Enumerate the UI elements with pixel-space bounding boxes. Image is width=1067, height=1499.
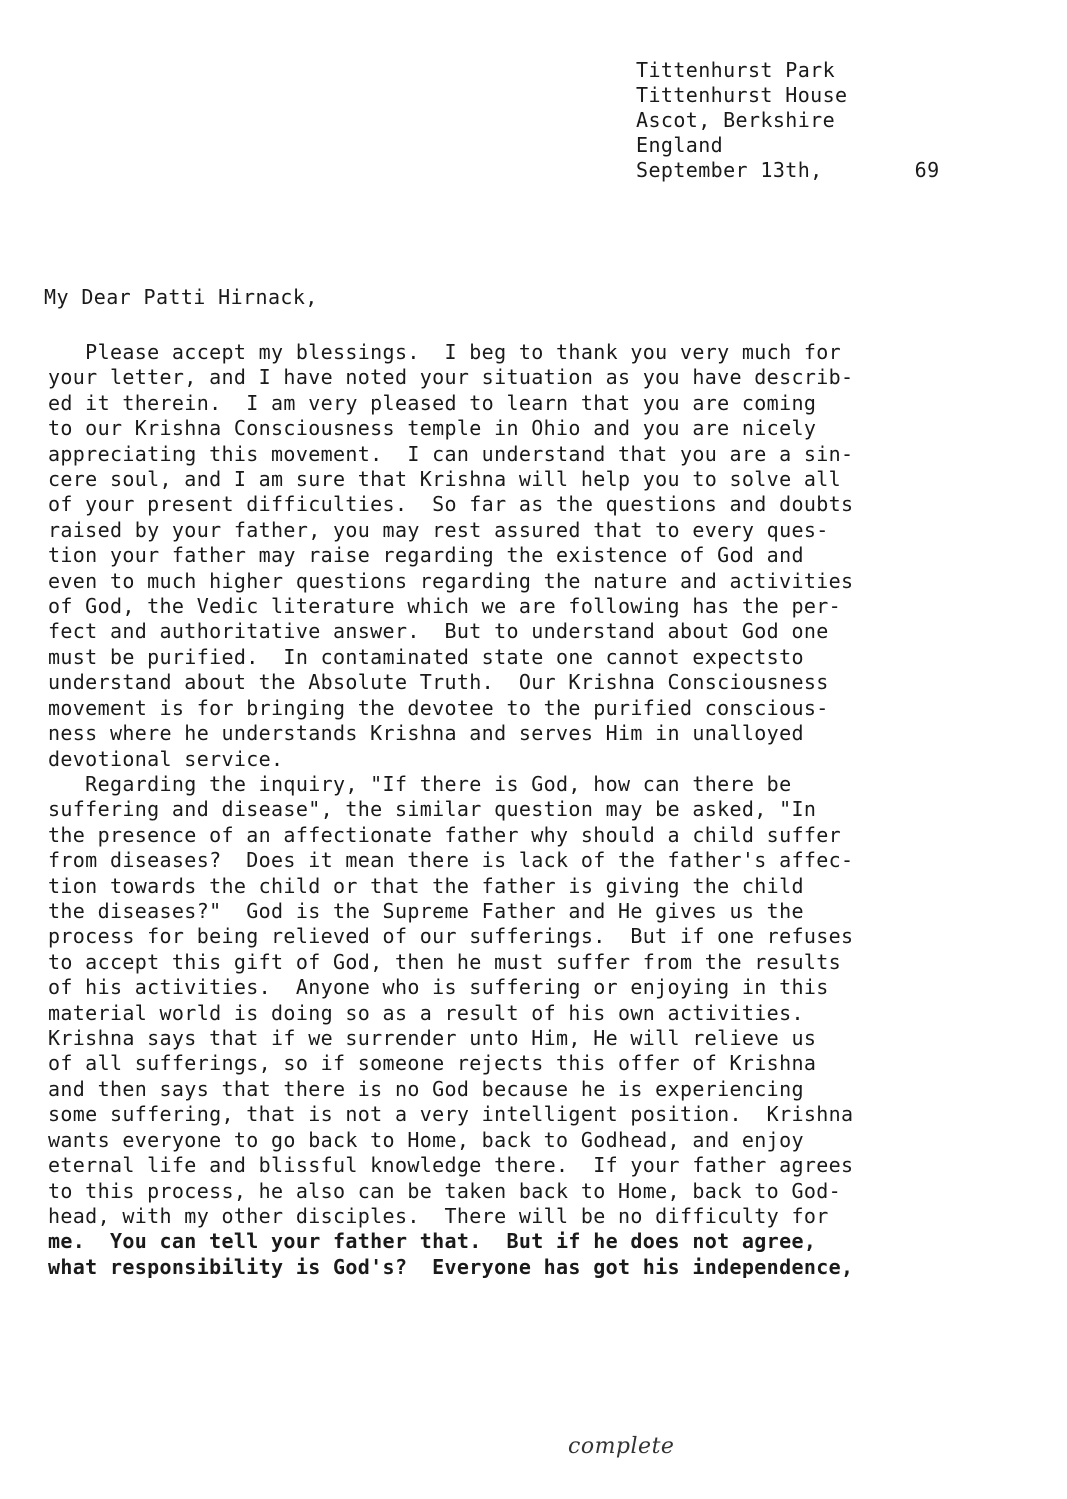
text-line: eternal life and blissful knowledge there. If your father agrees — [48, 1153, 854, 1178]
address-line-2: Tittenhurst House — [636, 83, 848, 107]
text-line: movement is for bringing the devotee to the purified conscious- — [48, 695, 829, 720]
text-line: of his activities. Anyone who is suffering or enjoying in this — [48, 975, 829, 1000]
text-line: tion your father may raise regarding the existence of God and — [48, 543, 804, 568]
text-line: ed it therein. I am very pleased to learn that you are coming — [48, 390, 817, 415]
text-line: appreciating this movement. I can understand that you are a sin- — [48, 441, 854, 466]
text-line: and then says that there is no God because he is experiencing — [48, 1076, 804, 1101]
text-line: tion towards the child or that the father is giving the child — [48, 873, 804, 898]
text-line: your letter, and I have noted your situation as you have describ- — [48, 365, 854, 390]
text-line: must be purified. In contaminated state one cannot expectsto — [48, 644, 804, 669]
paragraph-2 — [48, 772, 1048, 1280]
text-line: Please accept my blessings. I beg to thank you very much for — [48, 340, 842, 364]
text-line: devotional service. — [48, 746, 284, 771]
text-line: head, with my other disciples. There will be no difficulty for — [48, 1203, 829, 1228]
text-line: process for being relieved of our sufferings. But if one refuses — [48, 924, 854, 949]
text-line: ness where he understands Krishna and serves Him in unalloyed — [48, 721, 804, 746]
salutation: My Dear Patti Hirnack, — [44, 285, 318, 309]
text-line: suffering and disease", the similar question may be asked, "In — [48, 797, 817, 822]
text-line: of all sufferings, so if someone rejects this offer of Krishna — [48, 1051, 817, 1076]
text-line: even to much higher questions regarding the nature and activities — [48, 568, 854, 593]
text-line: of your present difficulties. So far as the questions and doubts — [48, 492, 854, 517]
handwritten-note: complete — [568, 1434, 675, 1459]
date-year: 69 — [914, 158, 940, 182]
text-line: of God, the Vedic literature which we are following has the per- — [48, 594, 842, 619]
address-line-3: Ascot, Berkshire — [636, 108, 836, 132]
address-line-1: Tittenhurst Park — [636, 58, 836, 82]
text-line: the diseases?" God is the Supreme Father and He gives us the — [48, 899, 804, 924]
text-line: to this process, he also can be taken back to Home, back to God- — [48, 1178, 842, 1203]
text-line: some suffering, that is not a very intelligent position. Krishna — [48, 1102, 854, 1127]
text-line: to our Krishna Consciousness temple in Ohio and you are nicely — [48, 416, 817, 441]
text-line: Krishna says that if we surrender unto Him, He will relieve us — [48, 1026, 817, 1051]
text-line: fect and authoritative answer. But to understand about God one — [48, 619, 829, 644]
letter-date — [636, 158, 1036, 183]
text-line: Regarding the inquiry, "If there is God, how can there be — [48, 772, 792, 796]
sender-address — [636, 58, 1036, 183]
text-line: cere soul, and I am sure that Krishna will help you to solve all — [48, 467, 842, 492]
text-line: from diseases? Does it mean there is lack of the father's affec- — [48, 848, 854, 873]
text-line: to accept this gift of God, then he must suffer from the results — [48, 949, 842, 974]
text-line: wants everyone to go back to Home, back to Godhead, and enjoy — [48, 1127, 804, 1152]
address-line-4: England — [636, 133, 724, 157]
text-line: the presence of an affectionate father why should a child suffer — [48, 822, 842, 847]
text-line: understand about the Absolute Truth. Our Krishna Consciousness — [48, 670, 829, 695]
text-line: me. You can tell your father that. But if he does not agree, — [48, 1229, 817, 1254]
paragraph-1 — [48, 340, 1048, 772]
date-text: September 13th, — [636, 158, 823, 182]
text-line: raised by your father, you may rest assured that to every ques- — [48, 517, 829, 542]
text-line: what responsibility is God's? Everyone has got his independence, — [48, 1254, 854, 1279]
text-line: material world is doing so as a result of his own activities. — [48, 1000, 804, 1025]
